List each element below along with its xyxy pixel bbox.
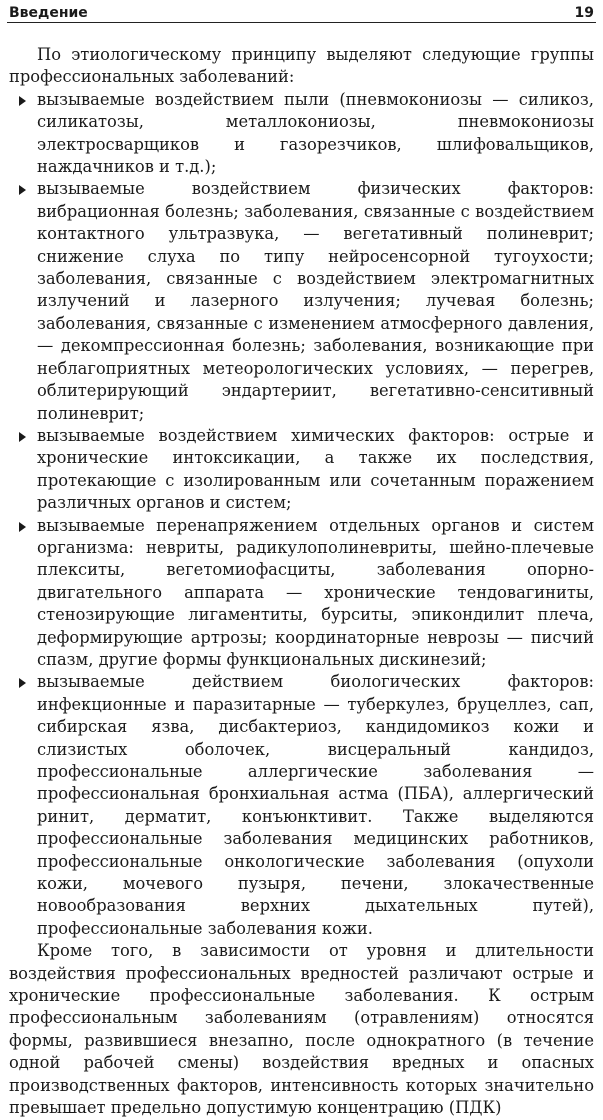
triangle-bullet-icon: [19, 185, 26, 195]
closing-paragraph: Кроме того, в зависимости от уровня и длительности воздействия профессиональных вредностей различают острые и хронические профессиональные заболевания. К острым профессиональным заболеваниям (отравлениям) относятся формы, развившиеся внезапно, после однократного (в течение одной рабочей смены) воздействия вредных и опасных производственных факторов, интенсивность которых значительно превышает предельно допустимую концентрацию (ПДК): [9, 941, 594, 1118]
list-item-text: вызываемые воздействием пыли (пневмокониозы — силикоз, силикатозы, металлокониозы, пневмокониозы электросварщиков и газорезчиков, шлифовальщиков, наждачников и т.д.);: [37, 89, 594, 177]
intro-paragraph: По этиологическому принципу выделяют следующие группы профессиональных заболеваний:: [9, 45, 594, 87]
section-title: Введение: [9, 5, 88, 21]
list-item-overstrain: [37, 515, 594, 672]
triangle-bullet-icon: [19, 432, 26, 442]
list-item-physical: [37, 178, 594, 424]
disease-group-list: [9, 89, 594, 940]
list-item-text: вызываемые воздействием химических факторов: острые и хронические интоксикации, а также их последствия, протекающие с изолированным или сочетанным поражением различных органов и систем;: [37, 425, 594, 513]
list-item-chemical: [37, 425, 594, 515]
list-item-text: вызываемые перенапряжением отдельных органов и систем организма: невриты, радикулополиневриты, шейно-плечевые плекситы, вегетомиофасциты, заболевания опорно-двигательного аппарата — хронические тендовагиниты, стенозирующие лигаментиты, бурситы, эпикондилит плеча, деформирующие артрозы; координаторные неврозы — писчий спазм, другие формы функциональных дискинезий;: [37, 515, 594, 669]
triangle-bullet-icon: [19, 678, 26, 688]
running-head: [7, 0, 596, 23]
body-text: [5, 44, 598, 1120]
list-item-text: вызываемые воздействием физических факторов: вибрационная болезнь; заболевания, связанные с воздействием контактного ультразвука, — вегетативный полиневрит; снижение слуха по типу нейросенсорной тугоухости; заболевания, связанные с воздействием электромагнитных излучений и лазерного излучения; лучевая болезнь; заболевания, связанные с изменением атмосферного давления, — декомпрессионная болезнь; заболевания, возникающие при неблагоприятных метеорологических условиях, — перегрев, облитерирующий эндартериит, вегетативно-сенситивный полиневрит;: [37, 179, 594, 423]
triangle-bullet-icon: [19, 96, 26, 106]
list-item-text: вызываемые действием биологических факторов: инфекционные и паразитарные — туберкулез, бруцеллез, сап, сибирская язва, дисбактериоз, кандидомикоз кожи и слизистых оболочек, висцеральный кандидоз, профессиональные аллергические заболевания — профессиональная бронхиальная астма (ПБА), аллергический ринит, дерматит, конъюнктивит. Также выделяются профессиональные заболевания медицинских работников, профессиональные онкологические заболевания (опухоли кожи, мочевого пузыря, печени, злокачественные новообразования верхних дыхательных путей), профессиональные заболевания кожи.: [37, 672, 594, 938]
triangle-bullet-icon: [19, 522, 26, 532]
list-item-dust: [37, 89, 594, 179]
list-item-biological: [37, 671, 594, 940]
page-number: 19: [574, 5, 594, 21]
